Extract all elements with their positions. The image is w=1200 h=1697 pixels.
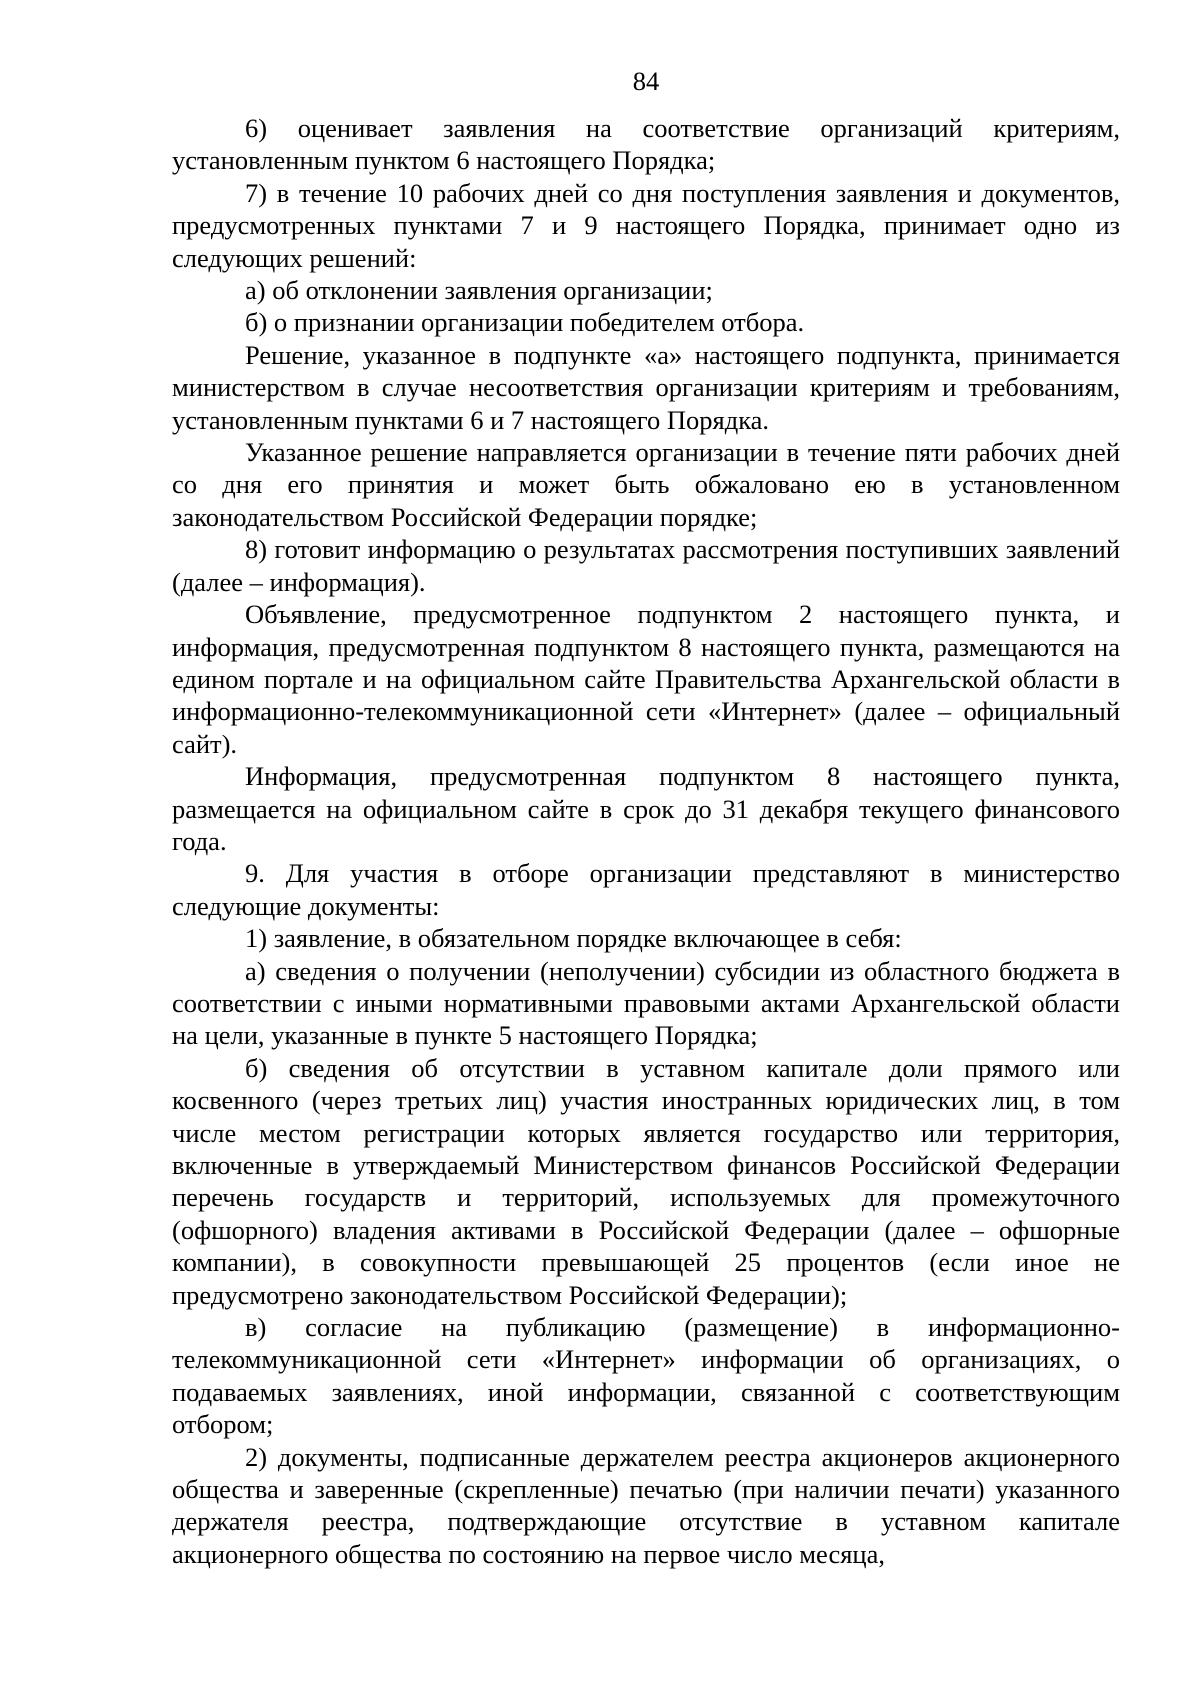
paragraph-decision-notice: Указанное решение направляется организации в течение пяти рабочих дней со дня его принятия и может быть обжаловано ею в установленном законодательством Российской Федерации порядке; xyxy=(172,437,1120,532)
page-number: 84 xyxy=(632,66,660,96)
paragraph-9-1-application: 1) заявление, в обязательном порядке включающее в себя: xyxy=(245,923,902,954)
paragraph-7-decision-term: 7) в течение 10 рабочих дней со дня поступления заявления и документов, предусмотренных пунктами 7 и 9 настоящего Порядка, принимает одно из следующих решений: xyxy=(172,177,1120,273)
paragraph-publication: Объявление, предусмотренное подпунктом 2 настоящего пункта, и информация, предусмотренная подпунктом 8 настоящего пункта, размещаются на едином портале и на официальном сайте Правительства Архангельской области в информационно-телекоммуникационной сети «Интернет» (далее – официальный сайт). xyxy=(172,599,1120,759)
paragraph-9-1c-consent: в) согласие на публикацию (размещение) в информационно-телекоммуникационной сети «Интернет» информации об организациях, о подаваемых заявлениях, иной информации, связанной с соответствующим отбором; xyxy=(172,1312,1120,1440)
paragraph-9-1a-subsidy-info: а) сведения о получении (неполучении) субсидии из областного бюджета в соответствии с иными нормативными правовыми актами Архангельской области на цели, указанные в пункте 5 настоящего Порядка; xyxy=(172,955,1120,1051)
paragraph-9-documents: 9. Для участия в отборе организации представляют в министерство следующие документы: xyxy=(172,858,1120,921)
paragraph-publication-deadline: Информация, предусмотренная подпунктом 8 настоящего пункта, размещается на официальном сайте в срок до 31 декабря текущего финансового года. xyxy=(172,761,1120,856)
paragraph-9-2-registry-documents: 2) документы, подписанные держателем реестра акционеров акционерного общества и заверенные (скрепленные) печатью (при наличии печати) указанного держателя реестра, подтверждающие отсутствие в уставном капитале акционерного общества по состоянию на первое число месяца, xyxy=(172,1441,1120,1569)
paragraph-7a-rejection: а) об отклонении заявления организации; xyxy=(245,275,713,306)
paragraph-7b-winner: б) о признании организации победителем отбора. xyxy=(245,307,805,338)
paragraph-9-1b-offshore-info: б) сведения об отсутствии в уставном капитале доли прямого или косвенного (через третьих лиц) участия иностранных юридических лиц, в том числе местом регистрации которых является государство или территория, включенные в утверждаемый Министерством финансов Российской Федерации перечень государств и территорий, используемых для промежуточного (офшорного) владения активами в Российской Федерации (далее – офшорные компании), в совокупности превышающей 25 процентов (если иное не предусмотрено законодательством Российской Федерации); xyxy=(172,1052,1120,1310)
paragraph-decision-grounds: Решение, указанное в подпункте «а» настоящего подпункта, принимается министерством в случае несоответствия организации критериям и требованиям, установленным пунктами 6 и 7 настоящего Порядка. xyxy=(172,339,1120,435)
document-page xyxy=(172,64,1120,1570)
paragraph-6-evaluates: 6) оценивает заявления на соответствие организаций критериям, установленным пунктом 6 настоящего Порядка; xyxy=(172,113,1120,176)
paragraph-8-information: 8) готовит информацию о результатах рассмотрения поступивших заявлений (далее – информация). xyxy=(172,534,1120,597)
